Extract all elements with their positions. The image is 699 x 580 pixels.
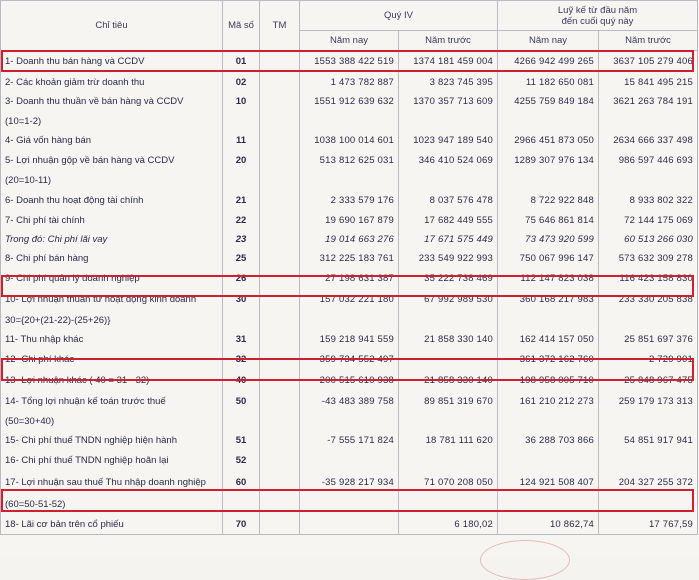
- row-code: 30: [223, 289, 260, 311]
- row-quarter-previous: 1370 357 713 609: [399, 92, 498, 112]
- row-quarter-current: [300, 515, 399, 535]
- row-tm: [260, 451, 300, 471]
- table-row: [1, 131, 698, 151]
- table-row: [1, 494, 698, 515]
- row-tm: [260, 289, 300, 311]
- table-row: [1, 112, 698, 131]
- row-quarter-current: 312 225 183 761: [300, 249, 399, 269]
- row-quarter-current: [300, 311, 399, 330]
- row-quarter-previous: 8 037 576 478: [399, 191, 498, 211]
- row-code: 40: [223, 370, 260, 392]
- row-ytd-current: [498, 494, 599, 515]
- row-code: 32: [223, 350, 260, 370]
- stamp-mark: [480, 540, 570, 580]
- row-code: [223, 171, 260, 191]
- row-quarter-previous: 71 070 208 050: [399, 471, 498, 494]
- row-quarter-current: [300, 171, 399, 191]
- row-code: 70: [223, 515, 260, 535]
- row-ytd-current: 8 722 922 848: [498, 191, 599, 211]
- header-row-1: [1, 1, 698, 31]
- row-tm: [260, 191, 300, 211]
- row-label: 3- Doanh thu thuần về bán hàng và CCDV: [1, 92, 223, 112]
- row-ytd-current: 361 372 162 760: [498, 350, 599, 370]
- row-tm: [260, 311, 300, 330]
- row-quarter-current: 359 734 552 497: [300, 350, 399, 370]
- row-ytd-previous: 2 729 901: [599, 350, 698, 370]
- luy-ke-line2: đến cuối quý này: [561, 15, 634, 27]
- table-row: [1, 471, 698, 494]
- table-row: [1, 515, 698, 535]
- row-quarter-current: 27 198 631 387: [300, 269, 399, 289]
- row-label: 16- Chi phí thuế TNDN nghiệp hoãn lại: [1, 451, 223, 471]
- row-ytd-previous: 72 144 175 069: [599, 211, 698, 231]
- table-row: [1, 249, 698, 269]
- col-header-luy-ke: [498, 1, 698, 31]
- row-quarter-previous: 17 682 449 555: [399, 211, 498, 231]
- row-ytd-current: 73 473 920 599: [498, 231, 599, 249]
- table-row: [1, 269, 698, 289]
- row-ytd-previous: 8 933 802 322: [599, 191, 698, 211]
- row-ytd-previous: 116 423 158 830: [599, 269, 698, 289]
- row-label: 10- Lợi nhuận thuần từ hoạt động kinh doanh: [1, 289, 223, 311]
- row-code: 21: [223, 191, 260, 211]
- row-tm: [260, 92, 300, 112]
- row-code: 20: [223, 151, 260, 171]
- col-header-ma-so: Mã số: [223, 1, 260, 51]
- row-ytd-current: 161 210 212 273: [498, 392, 599, 412]
- row-ytd-previous: [599, 112, 698, 131]
- row-ytd-previous: [599, 311, 698, 330]
- row-ytd-previous: 60 513 266 030: [599, 231, 698, 249]
- row-ytd-previous: [599, 412, 698, 431]
- row-ytd-previous: 573 632 309 278: [599, 249, 698, 269]
- row-code: 23: [223, 231, 260, 249]
- table-row: [1, 73, 698, 92]
- row-label: (20=10-11): [1, 171, 223, 191]
- row-code: 26: [223, 269, 260, 289]
- row-tm: [260, 211, 300, 231]
- col-header-q-nam-nay: Năm nay: [300, 31, 399, 51]
- row-ytd-previous: [599, 171, 698, 191]
- row-label: 8- Chi phí bán hàng: [1, 249, 223, 269]
- row-tm: [260, 370, 300, 392]
- row-quarter-previous: [399, 350, 498, 370]
- row-ytd-previous: 17 767,59: [599, 515, 698, 535]
- row-ytd-previous: [599, 494, 698, 515]
- row-label: 2- Các khoản giảm trừ doanh thu: [1, 73, 223, 92]
- row-ytd-current: 36 288 703 866: [498, 431, 599, 451]
- row-ytd-previous: 25 851 697 376: [599, 330, 698, 350]
- col-header-y-nam-nay: Năm nay: [498, 31, 599, 51]
- row-label: 6- Doanh thu hoạt động tài chính: [1, 191, 223, 211]
- row-label: 18- Lãi cơ bản trên cổ phiếu: [1, 515, 223, 535]
- row-quarter-current: 1038 100 014 601: [300, 131, 399, 151]
- luy-ke-line1: Luỹ kế từ đầu năm: [557, 4, 638, 16]
- row-code: [223, 112, 260, 131]
- row-code: 60: [223, 471, 260, 494]
- row-tm: [260, 249, 300, 269]
- row-tm: [260, 471, 300, 494]
- col-header-y-nam-truoc: Năm trước: [599, 31, 698, 51]
- row-quarter-previous: [399, 311, 498, 330]
- table-row: [1, 151, 698, 171]
- table-row: [1, 211, 698, 231]
- row-quarter-current: -35 928 217 934: [300, 471, 399, 494]
- row-tm: [260, 112, 300, 131]
- table-row: [1, 451, 698, 471]
- row-quarter-current: [300, 412, 399, 431]
- table-row: [1, 311, 698, 330]
- row-tm: [260, 231, 300, 249]
- row-quarter-previous: 21 858 330 140: [399, 330, 498, 350]
- row-quarter-current: -43 483 389 758: [300, 392, 399, 412]
- table-row: [1, 51, 698, 73]
- row-label: (10=1-2): [1, 112, 223, 131]
- table-row: [1, 412, 698, 431]
- row-ytd-previous: 204 327 255 372: [599, 471, 698, 494]
- row-ytd-previous: 259 179 173 313: [599, 392, 698, 412]
- row-quarter-previous: [399, 494, 498, 515]
- row-ytd-previous: 54 851 917 941: [599, 431, 698, 451]
- col-header-q-nam-truoc: Năm trước: [399, 31, 498, 51]
- row-code: 52: [223, 451, 260, 471]
- row-tm: [260, 73, 300, 92]
- row-ytd-current: [498, 451, 599, 471]
- row-tm: [260, 392, 300, 412]
- row-ytd-current: [498, 171, 599, 191]
- row-code: 01: [223, 51, 260, 73]
- row-quarter-previous: 67 992 989 530: [399, 289, 498, 311]
- table-row: [1, 231, 698, 249]
- row-quarter-current: 19 690 167 879: [300, 211, 399, 231]
- row-tm: [260, 151, 300, 171]
- row-tm: [260, 350, 300, 370]
- row-ytd-current: 10 862,74: [498, 515, 599, 535]
- row-ytd-previous: 233 330 205 838: [599, 289, 698, 311]
- row-ytd-current: -198 958 005 710: [498, 370, 599, 392]
- row-ytd-previous: 15 841 495 215: [599, 73, 698, 92]
- row-quarter-current: 1 473 782 887: [300, 73, 399, 92]
- row-label: 9- Chi phí quản lý doanh nghiệp: [1, 269, 223, 289]
- row-ytd-current: 124 921 508 407: [498, 471, 599, 494]
- table-row: [1, 171, 698, 191]
- row-ytd-current: 4266 942 499 265: [498, 51, 599, 73]
- row-label: 12- Chi phí khác: [1, 350, 223, 370]
- row-quarter-previous: [399, 171, 498, 191]
- row-label: 5- Lợi nhuận gộp về bán hàng và CCDV: [1, 151, 223, 171]
- table-row: [1, 370, 698, 392]
- table-row: [1, 350, 698, 370]
- row-label: (50=30+40): [1, 412, 223, 431]
- table-row: [1, 431, 698, 451]
- table-row: [1, 330, 698, 350]
- table-row: [1, 191, 698, 211]
- row-quarter-previous: [399, 412, 498, 431]
- row-quarter-previous: 1023 947 189 540: [399, 131, 498, 151]
- row-quarter-current: [300, 451, 399, 471]
- row-quarter-current: 2 333 579 176: [300, 191, 399, 211]
- row-ytd-current: [498, 112, 599, 131]
- row-quarter-previous: 21 858 330 140: [399, 370, 498, 392]
- row-label: 17- Lợi nhuận sau thuế Thu nhập doanh nghiệp: [1, 471, 223, 494]
- row-quarter-current: [300, 494, 399, 515]
- row-code: 25: [223, 249, 260, 269]
- row-tm: [260, 412, 300, 431]
- row-code: [223, 311, 260, 330]
- row-label: 13- Lợi nhuận khác ( 40 = 31 - 32): [1, 370, 223, 392]
- row-quarter-previous: 18 781 111 620: [399, 431, 498, 451]
- row-code: 22: [223, 211, 260, 231]
- col-header-quy-iv: Quý IV: [300, 1, 498, 31]
- row-code: 50: [223, 392, 260, 412]
- row-code: 31: [223, 330, 260, 350]
- row-label: 1- Doanh thu bán hàng và CCDV: [1, 51, 223, 73]
- row-ytd-previous: 2634 666 337 498: [599, 131, 698, 151]
- row-tm: [260, 131, 300, 151]
- row-quarter-current: 19 014 663 276: [300, 231, 399, 249]
- row-ytd-current: 750 067 996 147: [498, 249, 599, 269]
- row-ytd-current: 4255 759 849 184: [498, 92, 599, 112]
- row-quarter-previous: 6 180,02: [399, 515, 498, 535]
- row-ytd-previous: 25 848 967 475: [599, 370, 698, 392]
- row-tm: [260, 171, 300, 191]
- row-quarter-current: [300, 112, 399, 131]
- row-ytd-previous: 3621 263 784 191: [599, 92, 698, 112]
- row-ytd-previous: 3637 105 279 406: [599, 51, 698, 73]
- row-code: 02: [223, 73, 260, 92]
- table-row: [1, 289, 698, 311]
- row-quarter-previous: [399, 451, 498, 471]
- row-label: 30={20+(21-22)-(25+26)}: [1, 311, 223, 330]
- table-row: [1, 392, 698, 412]
- row-ytd-current: 75 646 861 814: [498, 211, 599, 231]
- row-ytd-current: 1289 307 976 134: [498, 151, 599, 171]
- row-tm: [260, 515, 300, 535]
- row-label: 11- Thu nhập khác: [1, 330, 223, 350]
- row-quarter-previous: 3 823 745 395: [399, 73, 498, 92]
- row-quarter-current: 159 218 941 559: [300, 330, 399, 350]
- row-quarter-current: 157 032 221 180: [300, 289, 399, 311]
- row-ytd-current: 11 182 650 081: [498, 73, 599, 92]
- row-quarter-previous: 233 549 922 993: [399, 249, 498, 269]
- row-quarter-current: 513 812 625 031: [300, 151, 399, 171]
- row-tm: [260, 431, 300, 451]
- row-quarter-previous: 35 222 738 469: [399, 269, 498, 289]
- row-quarter-previous: 89 851 319 670: [399, 392, 498, 412]
- row-ytd-current: 112 147 823 038: [498, 269, 599, 289]
- row-quarter-previous: 346 410 524 069: [399, 151, 498, 171]
- row-code: 51: [223, 431, 260, 451]
- row-label: 7- Chi phí tài chính: [1, 211, 223, 231]
- row-ytd-previous: [599, 451, 698, 471]
- row-ytd-current: 162 414 157 050: [498, 330, 599, 350]
- row-ytd-current: 2966 451 873 050: [498, 131, 599, 151]
- row-ytd-current: [498, 311, 599, 330]
- row-quarter-current: 1551 912 639 632: [300, 92, 399, 112]
- row-quarter-previous: 1374 181 459 004: [399, 51, 498, 73]
- row-quarter-current: -200 515 610 938: [300, 370, 399, 392]
- row-code: [223, 494, 260, 515]
- row-label: 15- Chi phí thuế TNDN nghiệp hiện hành: [1, 431, 223, 451]
- row-ytd-current: [498, 412, 599, 431]
- row-tm: [260, 330, 300, 350]
- row-code: [223, 412, 260, 431]
- row-code: 11: [223, 131, 260, 151]
- row-quarter-current: -7 555 171 824: [300, 431, 399, 451]
- row-tm: [260, 269, 300, 289]
- row-ytd-current: 360 168 217 983: [498, 289, 599, 311]
- row-tm: [260, 494, 300, 515]
- row-quarter-previous: 17 671 575 449: [399, 231, 498, 249]
- table-body: [1, 1, 698, 535]
- col-header-chi-tieu: Chỉ tiêu: [1, 1, 223, 51]
- row-quarter-previous: [399, 112, 498, 131]
- row-quarter-current: 1553 388 422 519: [300, 51, 399, 73]
- table-row: [1, 92, 698, 112]
- row-label: 4- Giá vốn hàng bán: [1, 131, 223, 151]
- row-code: 10: [223, 92, 260, 112]
- row-label: (60=50-51-52): [1, 494, 223, 515]
- row-label: 14- Tổng lợi nhuận kế toán trước thuế: [1, 392, 223, 412]
- row-tm: [260, 51, 300, 73]
- row-label: Trong đó: Chi phí lãi vay: [1, 231, 223, 249]
- row-ytd-previous: 986 597 446 693: [599, 151, 698, 171]
- col-header-tm: TM: [260, 1, 300, 51]
